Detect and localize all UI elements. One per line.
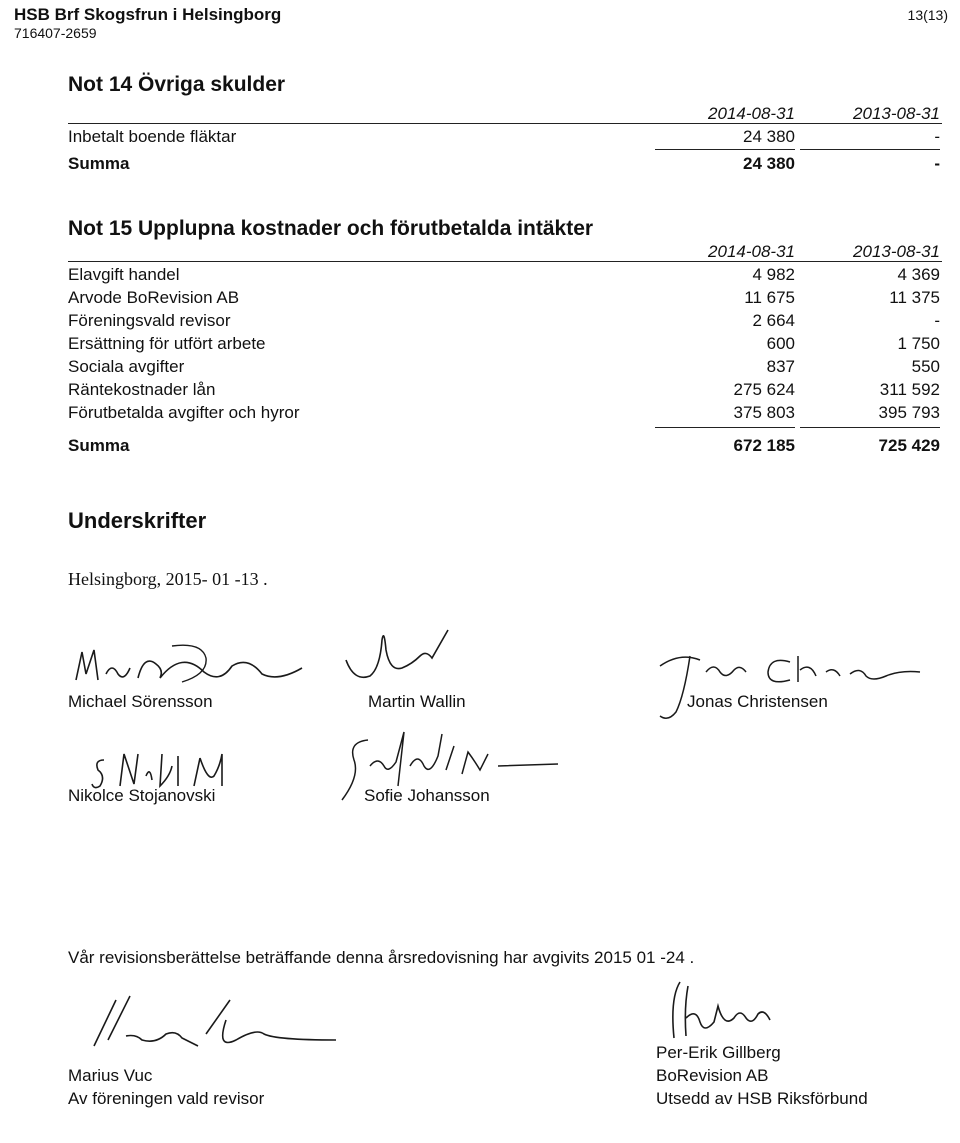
- note-15-row-value-2014: 11 675: [744, 288, 795, 307]
- auditor-left-name: Marius Vuc: [68, 1066, 153, 1085]
- note-14-sum-rule-2013: [800, 149, 940, 150]
- auditor-right-firm: BoRevision AB: [656, 1066, 769, 1085]
- note-14-total-2013: -: [934, 154, 940, 173]
- note-15-row-label: Sociala avgifter: [68, 357, 185, 376]
- note-15-row-value-2013: 395 793: [878, 403, 940, 422]
- signer-name-3: Jonas Christensen: [687, 692, 828, 711]
- note-14-col1-header: 2014-08-31: [708, 104, 795, 123]
- signature-scribble-icon: [640, 978, 790, 1048]
- signature-michael-sorensson: [72, 644, 312, 695]
- signer-name-4: Nikolce Stojanovski: [68, 786, 216, 805]
- note-15-row-value-2013: 311 592: [879, 380, 940, 399]
- signatures-title: Underskrifter: [68, 508, 207, 533]
- note-15-total-2014: 672 185: [733, 436, 795, 455]
- note-15-row-value-2014: 2 664: [752, 311, 795, 330]
- note-15-row-value-2013: 550: [911, 357, 940, 376]
- note-15-total-2013: 725 429: [878, 436, 940, 455]
- note-14-rule: [68, 123, 942, 124]
- note-15-sum-rule-2014: [655, 427, 795, 428]
- audit-statement: Vår revisionsberättelse beträffande denna årsredovisning har avgivits 2015 01 -24 .: [68, 948, 695, 967]
- note-15-row-label: Räntekostnader lån: [68, 380, 216, 399]
- note-15-col1-header: 2014-08-31: [708, 242, 795, 261]
- signature-scribble-icon: [86, 990, 346, 1060]
- note-15-rule: [68, 261, 942, 262]
- note-15-row-value-2013: 1 750: [897, 334, 940, 353]
- note-15-row-value-2014: 4 982: [752, 265, 795, 284]
- auditor-right-role: Utsedd av HSB Riksförbund: [656, 1089, 868, 1108]
- note-14-total-label: Summa: [68, 154, 130, 173]
- note-15-col2-header: 2013-08-31: [853, 242, 940, 261]
- note-15-sum-rule-2013: [800, 427, 940, 428]
- note-15-total-label: Summa: [68, 436, 130, 455]
- note-15-row-value-2013: 4 369: [897, 265, 940, 284]
- signature-per-erik-gillberg: [640, 978, 790, 1053]
- organization-number: 716407-2659: [14, 25, 97, 41]
- note-15-row-value-2013: 11 375: [889, 288, 940, 307]
- auditor-right-name: Per-Erik Gillberg: [656, 1043, 781, 1062]
- note-15-title: Not 15 Upplupna kostnader och förutbetalda intäkter: [68, 217, 594, 240]
- note-15-row-value-2014: 837: [766, 357, 795, 376]
- note-15-row-label: Elavgift handel: [68, 265, 180, 284]
- note-14-sum-rule-2014: [655, 149, 795, 150]
- signature-martin-wallin: [340, 620, 460, 695]
- signature-scribble-icon: [650, 636, 930, 726]
- note-15-row-label: Föreningsvald revisor: [68, 311, 231, 330]
- signer-name-5: Sofie Johansson: [364, 786, 490, 805]
- note-15-row-value-2014: 600: [766, 334, 795, 353]
- signature-scribble-icon: [340, 620, 460, 690]
- note-14-title: Not 14 Övriga skulder: [68, 73, 286, 96]
- note-14-row-value-2013: -: [934, 127, 940, 146]
- signature-scribble-icon: [72, 644, 312, 688]
- auditor-left-role: Av föreningen vald revisor: [68, 1089, 265, 1108]
- note-15-row-value-2013: -: [934, 311, 940, 330]
- note-14-col2-header: 2013-08-31: [853, 104, 940, 123]
- organization-name: HSB Brf Skogsfrun i Helsingborg: [14, 5, 282, 24]
- page-number: 13(13): [907, 7, 948, 23]
- note-14-row-value-2014: 24 380: [743, 127, 795, 146]
- signature-jonas-christensen: [650, 636, 930, 731]
- note-15-row-value-2014: 275 624: [733, 380, 795, 399]
- place-and-date: Helsingborg, 2015- 01 -13 .: [68, 569, 268, 589]
- signer-name-2: Martin Wallin: [368, 692, 466, 711]
- note-15-row-label: Förutbetalda avgifter och hyror: [68, 403, 300, 422]
- note-15-row-value-2014: 375 803: [733, 403, 795, 422]
- note-15-row-label: Ersättning för utfört arbete: [68, 334, 266, 353]
- signature-marius-vuc: [86, 990, 346, 1065]
- note-14-total-2014: 24 380: [743, 154, 795, 173]
- note-15-row-label: Arvode BoRevision AB: [68, 288, 240, 307]
- note-14-row-label: Inbetalt boende fläktar: [68, 127, 237, 146]
- signer-name-1: Michael Sörensson: [68, 692, 213, 711]
